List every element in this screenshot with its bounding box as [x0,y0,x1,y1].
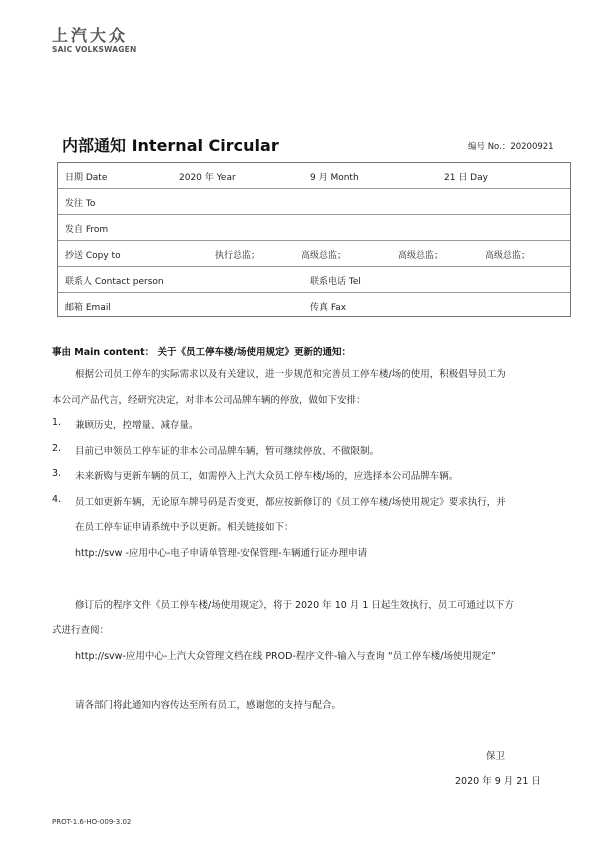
date-month: 9 月 Month [310,173,359,183]
date-label: 日期 Date [65,173,108,183]
closing-paragraph: 请各部门将此通知内容传达至所有员工，感谢您的支持与配合。 [75,700,342,711]
cc-recipient: 高级总监； [398,251,444,261]
document-link[interactable]: http://svw-应用中心-上汽大众管理文档在线 PROD-程序文件-输入与查询 “员工停车楼/场使用规定” [75,651,496,662]
company-logo [52,28,136,54]
copy-to-label: 抄送 Copy to [65,251,121,261]
application-link[interactable]: http://svw -应用中心-电子申请单管理-安保管理-车辆通行证办理申请 [75,548,368,559]
list-item-number: 2. [52,443,62,454]
tel-label: 联系电话 Tel [310,277,361,287]
list-item-number: 4. [52,494,62,505]
copy-to-row [58,241,570,267]
email-label: 邮箱 Email [65,303,111,313]
intro-paragraph-line: 本公司产品代言，经研究决定，对非本公司品牌车辆的停放，做如下安排： [52,395,366,406]
list-item-continuation: 在员工停车证申请系统中予以更新。相关链接如下： [75,522,294,533]
cc-recipient: 高级总监； [485,251,531,261]
logo-chinese: 上汽大众 [52,26,129,45]
list-item-number: 3. [52,468,62,479]
list-item-number: 1. [52,417,62,428]
cc-recipient: 高级总监； [301,251,347,261]
contact-person-label: 联系人 Contact person [65,277,164,287]
circular-header-form [57,162,571,317]
document-number: 编号 No.：20200921 [468,142,554,152]
intro-paragraph-line: 根据公司员工停车的实际需求以及有关建议，进一步规范和完善员工停车楼/场的使用，积极倡导员工为 [75,369,506,380]
logo-english: SAIC VOLKSWAGEN [52,45,137,54]
document-code-footer: PROT-1.6-HO-009-3.02 [52,818,132,826]
date-year: 2020 年 Year [179,173,236,183]
to-label: 发往 To [65,199,96,209]
contact-row [58,267,570,293]
subject-line: 事由 Main content： 关于《员工停车楼/场使用规定》更新的通知： [52,347,351,358]
list-item: 兼顾历史，控增量、减存量。 [75,420,199,431]
date-row [58,163,570,189]
cc-recipient: 执行总监； [215,251,261,261]
to-row [58,189,570,215]
signature-date: 2020 年 9 月 21 日 [455,776,541,787]
list-item: 目前已申领员工停车证的非本公司品牌车辆，暂可继续停放、不做限制。 [75,446,380,457]
email-row [58,293,570,319]
revised-paragraph-line: 修订后的程序文件《员工停车楼/场使用规定》，将于 2020 年 10 月 1 日起生效执行，员工可通过以下方 [75,600,514,611]
date-day: 21 日 Day [444,173,488,183]
page-title: 内部通知 Internal Circular [62,136,279,155]
revised-paragraph-line: 式进行查阅： [52,625,110,636]
fax-label: 传真 Fax [310,303,347,313]
list-item: 员工如更新车辆，无论原车牌号码是否变更，都应按新修订的《员工停车楼/场使用规定》要求执行，并 [75,497,506,508]
list-item: 未来新购与更新车辆的员工，如需停入上汽大众员工停车楼/场的，应选择本公司品牌车辆。 [75,471,459,482]
from-label: 发自 From [65,225,109,235]
signature-department: 保卫 [486,751,506,762]
from-row [58,215,570,241]
